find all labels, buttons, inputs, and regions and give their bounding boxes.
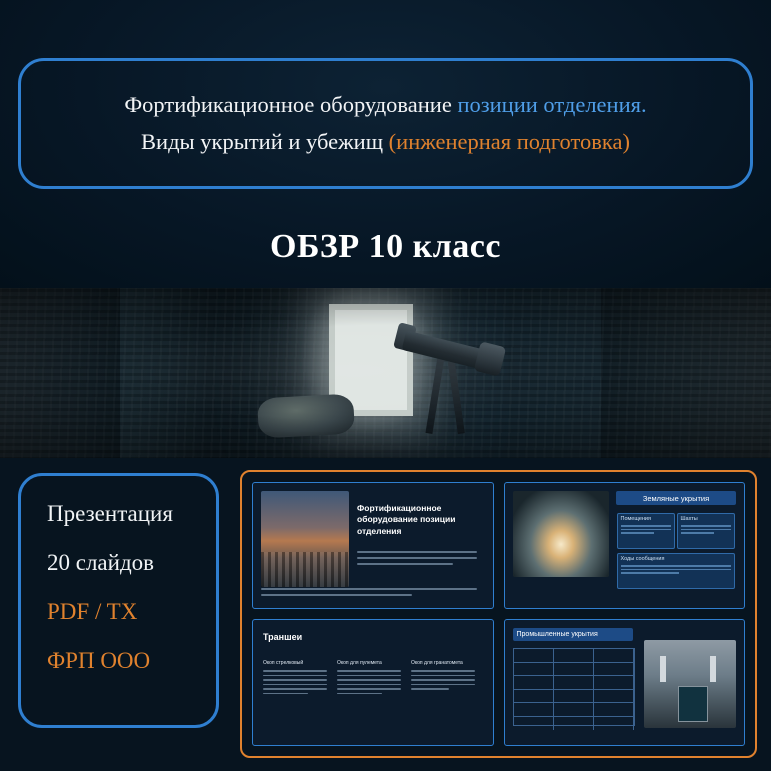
title-box <box>18 58 753 189</box>
slide3-title: Траншеи <box>263 632 303 642</box>
slide2-panel-1-heading: Помещения <box>620 516 651 522</box>
slide3-column-2-heading: Окоп для пулемета <box>337 660 382 666</box>
text-line <box>263 670 327 672</box>
table-cell <box>514 663 554 676</box>
table-cell <box>594 717 634 730</box>
slide3-column-1-heading: Окоп стрелковый <box>263 660 304 666</box>
text-line <box>357 551 477 553</box>
table-cell <box>554 649 594 662</box>
table-cell <box>514 649 554 662</box>
slide-grid <box>252 482 745 746</box>
table-row <box>514 717 634 730</box>
hero-photo <box>0 288 771 460</box>
slide3-column-2 <box>337 660 401 697</box>
info-line-presentation: Презентация <box>47 501 173 526</box>
chimney-shape-left <box>660 656 666 682</box>
text-line <box>263 684 327 686</box>
slide1-footer-lines <box>261 588 477 600</box>
title-line-1 <box>124 93 646 118</box>
subtitle: ОБЗР 10 класс <box>270 228 501 265</box>
slide2-panel-3-heading: Ходы сообщения <box>620 556 665 562</box>
text-line <box>337 693 382 695</box>
slide3-column-1 <box>263 660 327 697</box>
text-line <box>337 688 401 690</box>
table-cell <box>554 703 594 716</box>
table-cell <box>554 663 594 676</box>
table-row <box>514 703 634 717</box>
text-line <box>263 693 308 695</box>
info-line-publisher: ФРП ООО <box>47 648 151 673</box>
text-line <box>411 675 475 677</box>
text-line <box>621 569 731 571</box>
slide4-photo <box>644 640 736 728</box>
text-line <box>681 529 731 531</box>
text-line <box>411 679 475 681</box>
text-line <box>411 688 449 690</box>
table-cell <box>514 676 554 689</box>
table-row <box>514 663 634 677</box>
text-line <box>263 675 327 677</box>
text-line <box>621 532 655 534</box>
text-line <box>621 572 679 574</box>
text-line <box>337 670 401 672</box>
table-cell <box>554 717 594 730</box>
slide4-table <box>513 648 635 726</box>
text-line <box>681 525 731 527</box>
slide2-panel-2-heading: Шахты <box>680 516 698 522</box>
text-line <box>621 525 671 527</box>
text-line <box>337 684 401 686</box>
info-line-format: PDF / TX <box>47 599 138 624</box>
door-shape <box>678 686 708 722</box>
slide3-column-3 <box>411 660 475 693</box>
slide2-panel-1 <box>617 513 675 549</box>
text-line <box>337 679 401 681</box>
slide2-title: Земляные укрытия <box>616 491 736 505</box>
slide2-panel-2 <box>677 513 735 549</box>
text-line <box>357 557 477 559</box>
table-cell <box>594 703 634 716</box>
slide4-title: Промышленные укрытия <box>513 628 633 641</box>
slide2-panel-3 <box>617 553 735 589</box>
title-line-2-main: Виды укрытий и убежищ <box>141 128 389 154</box>
info-line-slide-count: 20 слайдов <box>47 550 155 575</box>
title-line-1-accent: позиции отделения. <box>457 91 647 117</box>
table-cell <box>514 690 554 703</box>
text-line <box>681 532 715 534</box>
info-panel <box>18 473 219 728</box>
table-cell <box>594 649 634 662</box>
text-line <box>357 563 453 565</box>
text-line <box>621 565 731 567</box>
header-area <box>0 0 771 290</box>
table-row <box>514 649 634 663</box>
table-cell <box>554 690 594 703</box>
slide1-photo <box>261 491 349 587</box>
table-cell <box>514 703 554 716</box>
text-line <box>261 588 477 590</box>
slide-previews <box>240 470 757 758</box>
hero-photo-vignette <box>0 288 771 460</box>
slide-preview-earth-shelters[interactable] <box>504 482 746 609</box>
chimney-shape-right <box>710 656 716 682</box>
slide1-body-lines <box>357 551 477 569</box>
table-cell <box>514 717 554 730</box>
slide-preview-industrial-shelters[interactable] <box>504 619 746 746</box>
table-cell <box>594 663 634 676</box>
text-line <box>263 688 327 690</box>
slide-preview-trenches[interactable] <box>252 619 494 746</box>
text-line <box>411 684 475 686</box>
table-cell <box>594 676 634 689</box>
table-row <box>514 676 634 690</box>
slide-preview-fortification[interactable] <box>252 482 494 609</box>
text-line <box>411 670 475 672</box>
slide1-title: Фортификационное оборудование позиции отделения <box>357 503 456 536</box>
table-cell <box>554 676 594 689</box>
slide2-photo <box>513 491 609 577</box>
title-line-2-accent: (инженерная подготовка) <box>388 128 630 154</box>
title-line-1-main: Фортификационное оборудование <box>124 91 458 117</box>
text-line <box>621 529 671 531</box>
text-line <box>337 675 401 677</box>
slide3-column-3-heading: Окоп для гранатомета <box>411 660 463 666</box>
table-cell <box>594 690 634 703</box>
text-line <box>261 594 412 596</box>
table-row <box>514 690 634 704</box>
title-line-2 <box>141 130 630 155</box>
text-line <box>263 679 327 681</box>
